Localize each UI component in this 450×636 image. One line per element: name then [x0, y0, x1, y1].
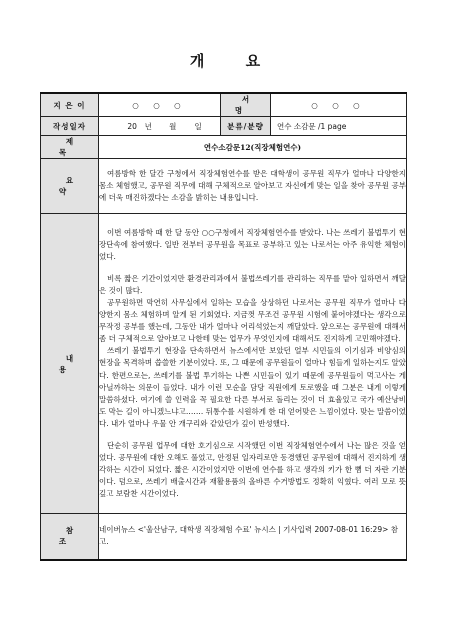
content-closing-paragraph: 단순히 공무원 업무에 대한 호기심으로 시작했던 이번 직장체험연수에서 나는 많은 것을 얻었다. 공무원에 대한 오해도 풀었고, 안정된 일자리로만 동경했던 공무원에 대해서 진지하게 생각하는 시간이 되었다. 짧은 시간이었지만 이번에 연수를 하고 생각의 키가 한 뼘 더 자란 기분이다. 덤으로, 쓰레기 배출시간과 재활용품의 올바른 수거방법도 정확히 익혔다. 여러 모로 뜻 깊고 보람찬 시간이었다. — [99, 441, 406, 499]
reference-label: 참 조 — [41, 514, 99, 560]
title-label: 제 목 — [41, 136, 99, 159]
date-category-row — [41, 117, 407, 136]
signature-value: ○ ○ ○ — [271, 93, 407, 117]
content-paragraph: 공무원하면 막연히 사무실에서 일하는 모습을 상상하던 나로서는 공무원 직무가 얼마나 다양한지 몸소 체험하며 알게 된 기회였다. 지금껏 무조건 공무원 시험에 붙어야겠다는 생각으로 무작정 공부를 했는데, 그동안 내가 얼마나 어리석었는지 깨달았다. 앞으로는 공무원에 대해서 좀 더 구체적으로 알아보고 나한테 맞는 업무가 무엇인지에 대해서도 진지하게 고민해야겠다. — [99, 297, 406, 344]
page-heading: 개 요 — [189, 52, 279, 70]
summary-row — [41, 159, 407, 214]
content-row — [41, 214, 407, 514]
category-value: 연수 소감문 /1 page — [271, 117, 407, 136]
author-label: 지 은 이 — [41, 93, 99, 117]
reference-text: 네이버뉴스 <'울산남구, 대학생 직장체험 수료' 뉴시스 | 기사입력 2007-08-01 16:29> 참고. — [99, 514, 407, 560]
summary-text-cell — [99, 159, 407, 214]
document-title: 연수소감문12(직장체험연수) — [99, 136, 407, 159]
content-paragraph: 쓰레기 불법투기 현장을 단속하면서 뉴스에서만 보았던 얼부 시민들의 이기심과 비양심의 현장을 목격하며 씁쓸한 기분이었다. 또, 그 때문에 공무원들이 얼마나 힘들게 일하는지도 알았다. 한편으로는, 쓰레기를 불법 투기하는 나쁜 시민들이 있기 때문에 공무원들이 먹고사는 게 아닐까하는 의문이 들었다. 내가 이런 모순을 담당 직원에게 토로했을 때 그분은 내게 이렇게 말씀하셨다. 여기에 쓸 인력을 꼭 필요한 다른 부서로 돌리는 것이 더 효율있고 국가 예산낭비도 막는 길이 아니겠느냐고……. 뒤통수를 시원하게 한 대 얻어맞은 느낌이었다. 맞는 말씀이었다. 내가 얼마나 우물 안 개구리와 같았던가 깊이 반성했다. — [99, 346, 406, 428]
summary-text: 여름방학 한 달간 구청에서 직장체험연수를 받은 대학생이 공무원 직무가 얼마나 다양한지 몸소 체험했고, 공무원 직무에 대해 구체적으로 알아보고 자신에게 맞는 일을 찾아 공무원 공부에 더욱 매진하겠다는 소감을 밝히는 내용입니다. — [99, 168, 406, 203]
date-day-unit: 일 — [194, 121, 202, 131]
date-value — [99, 117, 221, 136]
author-value: ○ ○ ○ — [99, 93, 221, 117]
content-label: 내 용 — [41, 214, 99, 514]
content-paragraph: 비록 짧은 기간이었지만 환경관리과에서 불법쓰레기를 관리하는 직무를 맡아 일하면서 깨달은 것이 많다. — [99, 273, 406, 295]
content-paragraph: 이번 여름방학 때 한 달 동안 ○○구청에서 직장체험연수를 받았다. 나는 쓰레기 불법투기 현장단속에 참여했다. 일반 전부터 공무원을 목표로 공부하고 있는 나로서는 아주 유익한 체험이었다. — [99, 227, 406, 261]
date-year: 20 — [127, 121, 137, 131]
signature-label: 서 명 — [221, 93, 271, 117]
date-year-unit: 년 — [144, 121, 152, 131]
author-row — [41, 93, 407, 117]
title-row — [41, 136, 407, 159]
date-label: 작성일자 — [41, 117, 99, 136]
overview-form-table — [40, 92, 407, 561]
category-label: 분류/분량 — [221, 117, 271, 136]
content-text-cell — [99, 214, 407, 514]
summary-label: 요 약 — [41, 159, 99, 214]
date-month-unit: 월 — [169, 121, 177, 131]
reference-row — [41, 514, 407, 560]
